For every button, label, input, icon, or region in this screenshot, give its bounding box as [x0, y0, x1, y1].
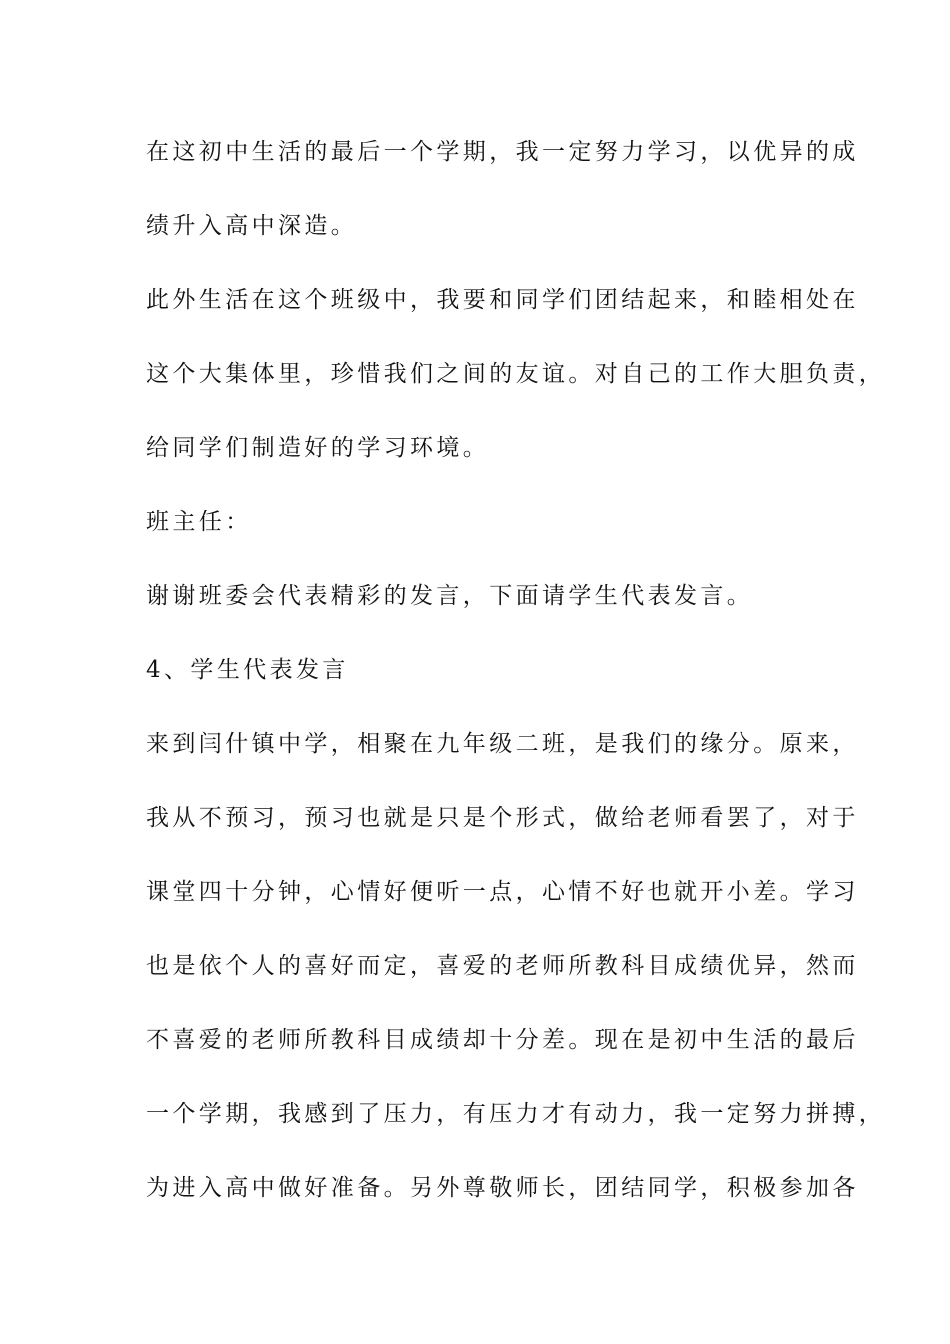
text-line-13: 不喜爱的老师所教科目成绩却十分差。现在是初中生活的最后 [146, 1027, 859, 1053]
text-line-12: 也是依个人的喜好而定，喜爱的老师所教科目成绩优异，然而 [146, 953, 859, 979]
text-line-4: 这个大集体里，珍惜我们之间的友谊。对自己的工作大胆负责， [146, 361, 886, 387]
text-line-15: 为进入高中做好准备。另外尊敬师长，团结同学，积极参加各 [146, 1175, 859, 1201]
text-line-2: 绩升入高中深造。 [146, 213, 358, 239]
text-line-14: 一个学期，我感到了压力，有压力才有动力，我一定努力拼搏， [146, 1101, 886, 1127]
text-line-11: 课堂四十分钟，心情好便听一点，心情不好也就开小差。学习 [146, 879, 859, 905]
document-body [146, 132, 886, 1242]
text-line-1: 在这初中生活的最后一个学期，我一定努力学习，以优异的成 [146, 139, 859, 165]
text-line-5: 给同学们制造好的学习环境。 [146, 435, 490, 461]
text-line-7: 谢谢班委会代表精彩的发言，下面请学生代表发言。 [146, 583, 754, 609]
text-line-9: 来到闫什镇中学，相聚在九年级二班，是我们的缘分。原来， [146, 731, 859, 757]
text-line-10: 我从不预习，预习也就是只是个形式，做给老师看罢了，对于 [146, 805, 859, 831]
speaker-label-head-teacher: 班主任： [146, 509, 252, 535]
text-line-3: 此外生活在这个班级中，我要和同学们团结起来，和睦相处在 [146, 287, 859, 313]
section-heading-student-speech: 4、学生代表发言 [146, 657, 349, 683]
